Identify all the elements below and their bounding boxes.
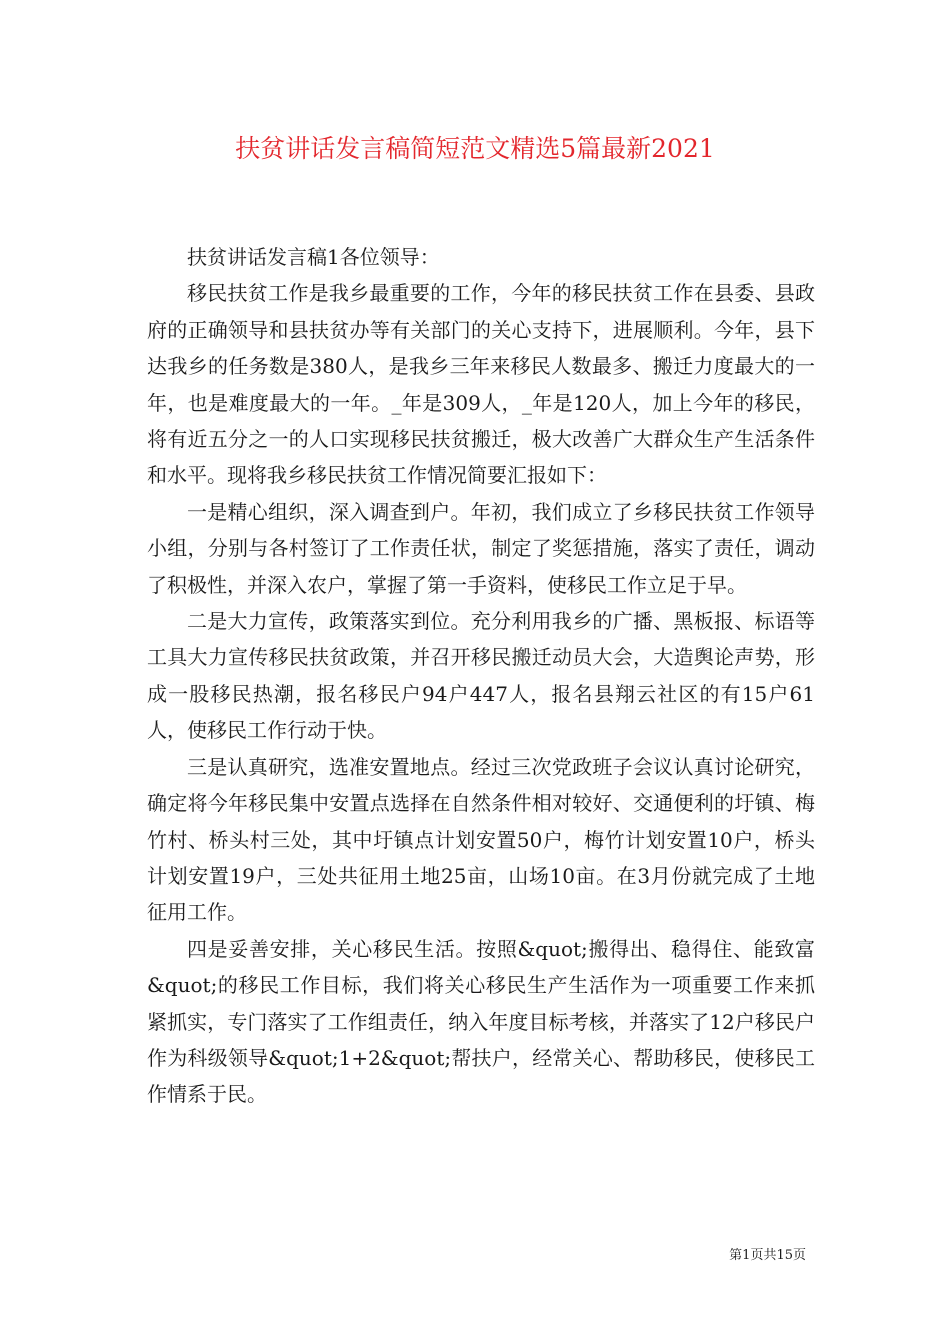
paragraph-intro: 移民扶贫工作是我乡最重要的工作，今年的移民扶贫工作在县委、县政府的正确领导和县扶贫办等有关部门的关心支持下，进展顺利。今年，县下达我乡的任务数是380人，是我乡三年来移民人数最多、搬迁力度最大的一年，也是难度最大的一年。_年是309人，_年是120人，加上今年的移民，将有近五分之一的人口实现移民扶贫搬迁，极大改善广大群众生产生活条件和水平。现将我乡移民扶贫工作情况简要汇报如下： [147,281,815,488]
document-body [147,239,815,1113]
paragraph-point-one: 一是精心组织，深入调查到户。年初，我们成立了乡移民扶贫工作领导小组，分别与各村签订了工作责任状，制定了奖惩措施，落实了责任，调动了积极性，并深入农户，掌握了第一手资料，使移民工作立足于早。 [147,499,815,597]
paragraph-greeting: 扶贫讲话发言稿1各位领导： [187,245,440,269]
page-number: 第1页共15页 [729,1248,806,1263]
document-title: 扶贫讲话发言稿简短范文精选5篇最新2021 [235,134,715,163]
paragraph-point-four: 四是妥善安排，关心移民生活。按照&quot;搬得出、稳得住、能致富&quot;的移民工作目标，我们将关心移民生产生活作为一项重要工作来抓紧抓实，专门落实了工作组责任，纳入年度目标考核，并落实了12户移民户作为科级领导&quot;1+2&quot;帮扶户，经常关心、帮助移民，使移民工作情系于民。 [147,936,815,1107]
paragraph-point-two: 二是大力宣传，政策落实到位。充分利用我乡的广播、黑板报、标语等工具大力宣传移民扶贫政策，并召开移民搬迁动员大会，大造舆论声势，形成一股移民热潮，报名移民户94户447人，报名县翔云社区的有15户61人，使移民工作行动于快。 [147,609,815,743]
paragraph-point-three: 三是认真研究，选准安置地点。经过三次党政班子会议认真讨论研究，确定将今年移民集中安置点选择在自然条件相对较好、交通便利的圩镇、梅竹村、桥头村三处，其中圩镇点计划安置50户，梅竹计划安置10户，桥头计划安置19户，三处共征用土地25亩，山场10亩。在3月份就完成了土地征用工作。 [147,754,815,925]
